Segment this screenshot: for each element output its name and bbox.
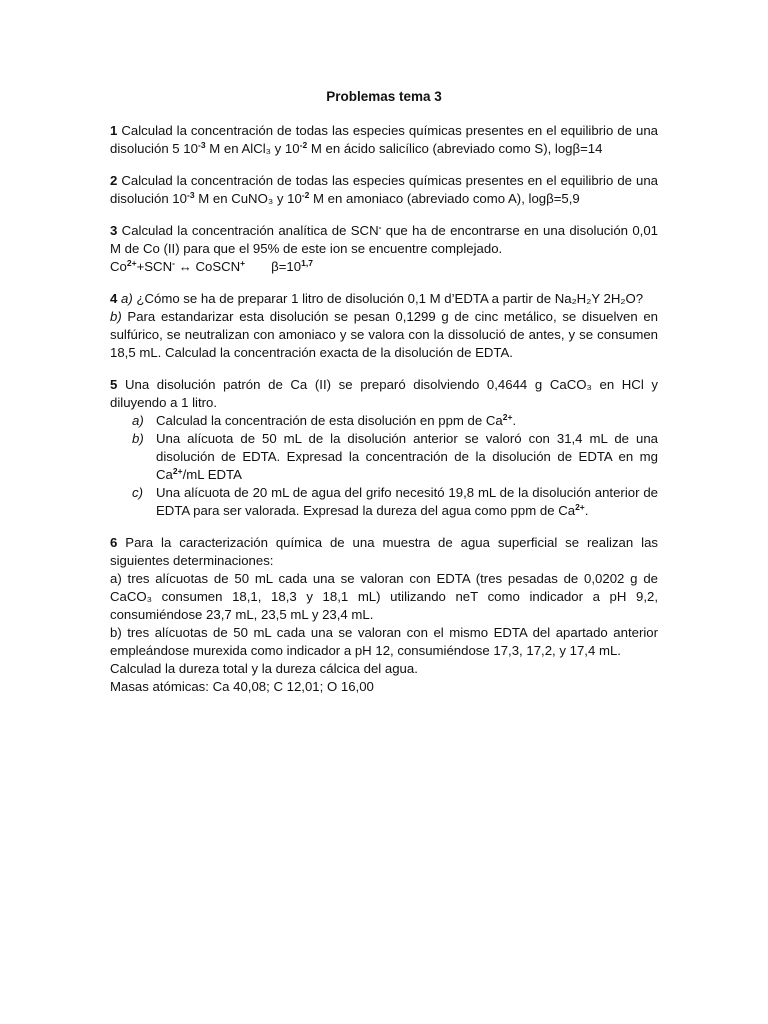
part-marker: b) xyxy=(110,309,122,324)
problem-6 xyxy=(110,534,658,696)
part-text: Una alícuota de 50 mL de la disolución anterior se valoró con 31,4 mL de una disolución de EDTA. Expresad la concentración de la disolución de EDTA en mg Ca xyxy=(156,431,658,482)
problem-statement xyxy=(110,222,658,258)
part-marker: a) xyxy=(121,291,133,306)
part-marker: a) xyxy=(132,413,144,428)
charge: + xyxy=(240,258,246,268)
part-text-end: /mL EDTA xyxy=(182,467,242,482)
problem-number: 2 xyxy=(110,173,118,188)
problem-statement xyxy=(110,534,658,570)
problem-text: M en AlCl₃ y 10 xyxy=(205,141,300,156)
problem-number: 5 xyxy=(110,377,118,392)
list-item xyxy=(132,484,658,520)
charge: - xyxy=(378,222,382,232)
problem-text: Para la caracterización química de una muestra de agua superficial se realizan las siguientes determinaciones: xyxy=(110,535,658,568)
charge: 2+ xyxy=(575,502,585,512)
reaction xyxy=(110,258,245,276)
part-text: ¿Cómo se ha de preparar 1 litro de disolución 0,1 M d’EDTA a partir de Na₂H₂Y 2H₂O? xyxy=(132,291,644,306)
problem-statement xyxy=(110,376,658,412)
part-a xyxy=(110,290,658,308)
part-text-end: . xyxy=(584,503,589,518)
exponent: -2 xyxy=(301,190,310,200)
part-text-end: . xyxy=(512,413,517,428)
part-marker: c) xyxy=(132,485,143,500)
equilibrium-equation xyxy=(110,258,658,276)
problem-text: Una disolución patrón de Ca (II) se preparó disolviendo 0,4644 g CaCO₃ en HCl y diluyendo a 1 litro. xyxy=(110,377,658,410)
exponent: -2 xyxy=(299,140,308,150)
problem-text: M en ácido salicílico (abreviado como S), logβ=14 xyxy=(307,141,603,156)
problem-text: Calculad la concentración de todas las especies químicas presentes en el equilibrio de una disolución 10 xyxy=(110,173,658,206)
page-title: Problemas tema 3 xyxy=(326,89,442,104)
beta-value: β=10 xyxy=(271,259,302,274)
list-item xyxy=(132,430,658,484)
reactant-co: Co xyxy=(110,259,127,274)
charge: 2+ xyxy=(172,466,183,476)
charge: - xyxy=(172,258,175,268)
problem-text: M en CuNO₃ y 10 xyxy=(194,191,302,206)
problem-2 xyxy=(110,172,658,208)
part-marker: b) xyxy=(132,431,144,446)
problem-5 xyxy=(110,376,658,520)
problem-text: que ha de encontrarse en una disolución 0,01 M de Co (II) para que el 95% de este ion se encuentre complejado. xyxy=(110,223,658,256)
instruction: Calculad la dureza total y la dureza cálcica del agua. xyxy=(110,661,418,676)
charge: 2+ xyxy=(502,412,513,422)
document-content xyxy=(110,88,658,710)
problem-4 xyxy=(110,290,658,362)
exponent: -3 xyxy=(197,140,206,150)
part-b xyxy=(110,308,658,362)
product: ↔ CoSCN xyxy=(174,259,241,274)
part-b: b) tres alícuotas de 50 mL cada una se valoran con el mismo EDTA del apartado anterior empleándose murexida como indicador a pH 12, consumiéndose 17,3, 17,2, y 17,4 mL. xyxy=(110,625,658,658)
subquestion-list xyxy=(110,412,658,520)
part-text: Calculad la concentración de esta disolución en ppm de Ca xyxy=(156,413,503,428)
exponent: -3 xyxy=(186,190,195,200)
problem-3 xyxy=(110,222,658,276)
problem-text: Calculad la concentración analítica de SCN xyxy=(117,223,379,238)
problem-text: M en amoniaco (abreviado como A), logβ=5,9 xyxy=(309,191,580,206)
problem-text: Calculad la concentración de todas las especies químicas presentes en el equilibrio de una disolución 5 10 xyxy=(110,123,658,156)
atomic-masses: Masas atómicas: Ca 40,08; C 12,01; O 16,00 xyxy=(110,679,374,694)
beta-constant xyxy=(271,258,313,276)
part-a: a) tres alícuotas de 50 mL cada una se valoran con EDTA (tres pesadas de 0,0202 g de CaCO₃ consumen 18,1, 18,3 y 18,1 mL) utilizando neT como indicador a pH 9,2, consumiéndose 23,7 mL, 23,5 mL y 23,4 mL. xyxy=(110,571,658,622)
problem-number: 4 xyxy=(110,291,118,306)
problem-number: 3 xyxy=(110,223,118,238)
list-item xyxy=(132,412,658,430)
exponent: 1,7 xyxy=(301,258,313,268)
problem-number: 6 xyxy=(110,535,118,550)
charge: 2+ xyxy=(126,258,137,268)
part-text: Para estandarizar esta disolución se pesan 0,1299 g de cinc metálico, se disuelven en sulfúrico, se neutralizan con amoniaco y se valora con la dissolució de antes, y se consumen 18,5 mL. Calculad la concentración exacta de la disolución de EDTA. xyxy=(110,309,658,360)
problem-1 xyxy=(110,122,658,158)
problem-number: 1 xyxy=(110,123,118,138)
part-text: Una alícuota de 20 mL de agua del grifo necesitó 19,8 mL de la disolución anterior de EDTA para ser valorada. Expresad la dureza del agua como ppm de Ca xyxy=(156,485,658,518)
reactant-scn: +SCN xyxy=(136,259,173,274)
